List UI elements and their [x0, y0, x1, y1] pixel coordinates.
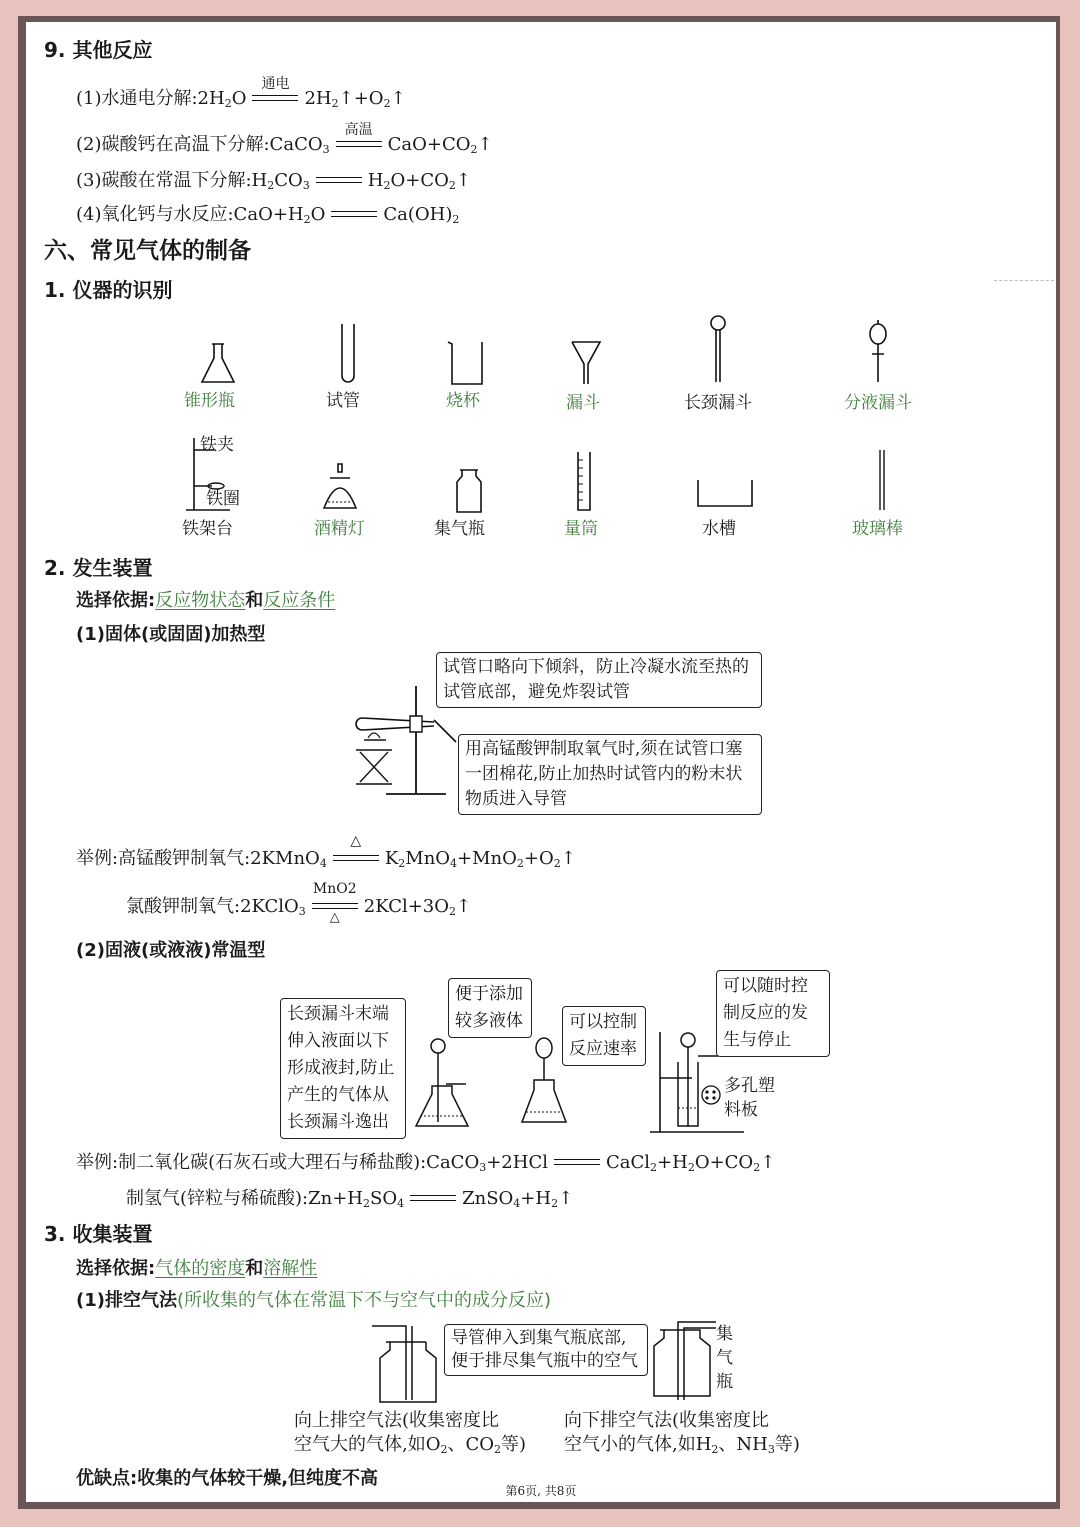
conical-flask-icon [198, 342, 238, 387]
example-kclo3-prefix: 氯酸钾制氧气:2KClO [126, 896, 299, 917]
upward-method-line-1: 向上排空气法(收集密度比 [294, 1410, 500, 1431]
instrument-label-11: 水槽 [702, 519, 736, 539]
alcohol-lamp-icon [320, 462, 360, 514]
reaction-3-arrow [316, 174, 362, 188]
section-9-title: 9. 其他反应 [44, 38, 153, 62]
note-liquid-seal: 长颈漏斗末端伸入液面以下形成液封,防止产生的气体从长颈漏斗逸出 [280, 998, 406, 1139]
generator-basis-and: 和 [245, 590, 264, 611]
funnel-icon [570, 340, 602, 386]
section-6-title: 六、常见气体的制备 [44, 238, 251, 264]
example-h2: 制氢气(锌粒与稀硫酸)$:Zn+H_2SO_4$ $ZnSO_4+H_2↑$ [126, 1188, 574, 1210]
downward-method-line-1: 向下排空气法(收集密度比 [564, 1410, 770, 1431]
downward-displacement-icon [650, 1320, 720, 1404]
example-kmno4-prefix: 举例:高锰酸钾制氧气:2KMnO [76, 848, 320, 869]
section-1-title: 1. 仪器的识别 [44, 278, 173, 302]
collector-basis-prefix: 选择依据: [76, 1258, 156, 1279]
reaction-2-label: (2)碳酸钙在高温下分解:CaCO [76, 134, 323, 155]
example-co2-arrow [554, 1156, 600, 1170]
instrument-label-3: 烧杯 [446, 391, 480, 411]
reaction-4-label: (4)氧化钙与水反应:CaO+H [76, 204, 304, 225]
example-kclo3-arrow [312, 881, 358, 925]
generator-basis [76, 586, 335, 612]
note-tube-to-bottom: 导管伸入到集气瓶底部,便于排尽集气瓶中的空气 [444, 1324, 648, 1376]
example-kclo3-catalyst: MnO2 [312, 881, 357, 897]
upward-method-line-2-text: 空气大的气体,如O [294, 1434, 441, 1455]
instrument-label-6: 分液漏斗 [844, 393, 912, 413]
downward-method-line-2-text: 空气小的气体,如H [564, 1434, 712, 1455]
glass-rod-icon [876, 448, 888, 514]
pros-cons: 优缺点:收集的气体较干燥,但纯度不高 [76, 1468, 379, 1489]
collector-basis-a: 气体的密度 [155, 1258, 246, 1279]
gas-jar-label: 集气瓶 [716, 1324, 733, 1392]
example-co2-prefix: 举例:制二氧化碳(石灰石或大理石与稀盐酸):CaCO [76, 1152, 480, 1173]
porous-plate-icon [700, 1084, 722, 1106]
stand-part-ring: 铁圈 [206, 489, 240, 509]
porous-plate-label: 多孔塑料板 [724, 1076, 775, 1120]
reaction-2-condition: 高温 [344, 122, 373, 138]
document-page [26, 22, 1056, 1502]
example-kmno4: 举例:高锰酸钾制氧气:2KMnO$_4$ △ $K_2MnO_4+MnO_2+O_2↑$ [76, 833, 576, 870]
page-footer: 第6页, 共8页 [505, 1484, 577, 1498]
reaction-4: (4)氧化钙与水反应$:CaO+H_2O$ $Ca(OH)_2$ [76, 204, 460, 226]
note-cotton-plug: 用高锰酸钾制取氧气时,须在试管口塞一团棉花,防止加热时试管内的粉末状物质进入导管 [458, 734, 762, 815]
collector-type-1-b: (所收集的气体在常温下不与空气中的成分反应) [176, 1290, 552, 1311]
generator-basis-a: 反应物状态 [155, 590, 246, 611]
example-kclo3-heat: △ [329, 910, 340, 925]
collector-type-1-a: (1)排空气法 [76, 1290, 177, 1311]
collector-basis [76, 1254, 317, 1280]
example-kmno4-condition: △ [350, 833, 362, 849]
stand-part-clamp: 铁夹 [200, 435, 234, 455]
beaker-icon [446, 340, 486, 386]
example-kmno4-arrow [333, 833, 379, 866]
section-2-title: 2. 发生装置 [44, 556, 153, 580]
generator-type-2: (2)固液(或液液)常温型 [76, 940, 266, 961]
instrument-label-12: 玻璃棒 [852, 519, 903, 539]
instrument-label-5: 长颈漏斗 [684, 393, 752, 413]
note-add-liquid: 便于添加较多液体 [448, 978, 532, 1038]
long-funnel-flask-icon [410, 1030, 480, 1130]
long-neck-funnel-icon [706, 314, 730, 386]
instrument-label-7: 铁架台 [182, 519, 233, 539]
reaction-4-arrow [331, 208, 377, 222]
instrument-label-2: 试管 [326, 391, 360, 411]
example-co2: 举例:制二氧化碳(石灰石或大理石与稀盐酸):CaCO$_3$+2HCl $CaCl_2+H_2O+CO_2↑$ [76, 1152, 776, 1174]
collector-type-1 [76, 1286, 551, 1312]
reaction-3: (3)碳酸在常温下分解$:H_2CO_3$ $H_2O+CO_2↑$ [76, 170, 471, 192]
instrument-label-1: 锥形瓶 [184, 391, 235, 411]
reaction-1: (1)水通电分解$:2H_2O$ 通电 $2H_2↑+O_2↑$ [76, 84, 406, 110]
generator-basis-prefix: 选择依据: [76, 590, 156, 611]
instrument-label-10: 量筒 [564, 519, 598, 539]
water-trough-icon [696, 478, 754, 510]
upward-displacement-icon [366, 1322, 456, 1406]
reaction-1-label: (1)水通电分解:2H [76, 88, 225, 109]
test-tube-icon [338, 322, 358, 386]
upward-method-line-2: 空气大的气体,如$O_2$、$CO_2$等) [294, 1434, 527, 1456]
reaction-1-condition: 通电 [261, 76, 290, 92]
reaction-2-arrow [336, 122, 382, 152]
reaction-3-label: (3)碳酸在常温下分解:H [76, 170, 268, 191]
collector-basis-b: 溶解性 [263, 1258, 318, 1279]
collector-basis-and: 和 [245, 1258, 264, 1279]
example-h2-prefix: 制氢气(锌粒与稀硫酸):Zn+H [126, 1188, 363, 1209]
instrument-label-4: 漏斗 [566, 393, 600, 413]
note-tube-tilt: 试管口略向下倾斜，防止冷凝水流至热的试管底部，避免炸裂试管 [436, 652, 762, 708]
measuring-cylinder-icon [574, 450, 594, 514]
note-start-stop: 可以随时控制反应的发生与停止 [716, 970, 830, 1057]
example-h2-arrow [410, 1192, 456, 1206]
section-3-title: 3. 收集装置 [44, 1222, 153, 1246]
downward-method-line-2: 空气小的气体,如$H_2$、$NH_3$等) [564, 1434, 800, 1456]
instrument-label-8: 酒精灯 [314, 519, 365, 539]
example-kclo3: 氯酸钾制氧气:2KClO$_3$ MnO2 △ $2KCl+3O_2↑$ [126, 881, 472, 925]
reaction-1-arrow [252, 76, 298, 106]
note-control-rate: 可以控制反应速率 [562, 1006, 646, 1066]
generator-type-1: (1)固体(或固固)加热型 [76, 624, 266, 645]
gas-jar-icon [454, 468, 484, 514]
instrument-label-9: 集气瓶 [434, 519, 485, 539]
reaction-2: (2)碳酸钙在高温下分解:CaCO$_3$ 高温 $CaO+CO_2↑$ [76, 130, 493, 156]
divider [994, 280, 1054, 281]
generator-basis-b: 反应条件 [263, 590, 336, 611]
separatory-funnel-icon [866, 318, 890, 388]
